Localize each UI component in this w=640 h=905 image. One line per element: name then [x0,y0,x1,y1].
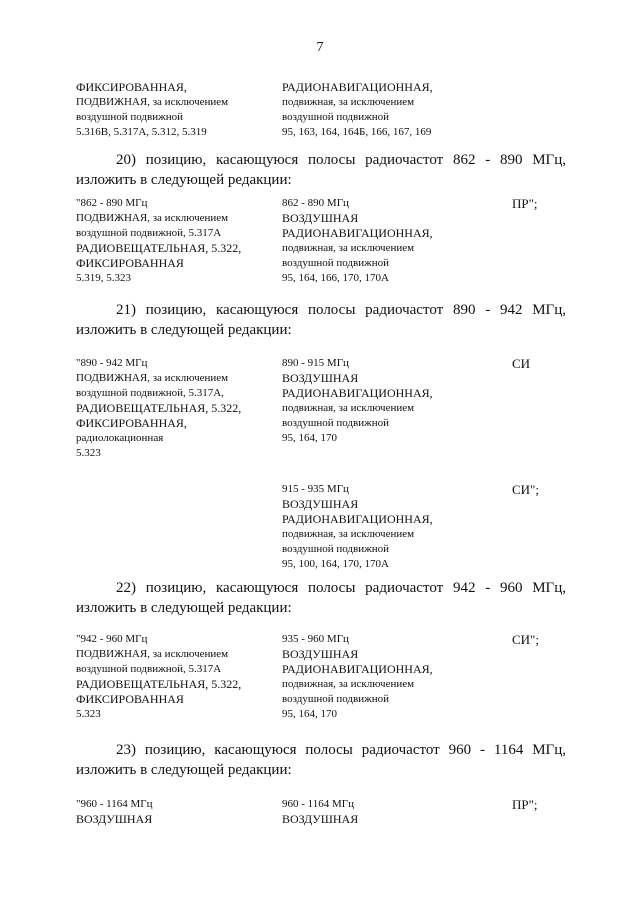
text-line: подвижная, за исключением [282,678,415,690]
amendment-paragraph [76,150,566,190]
paragraph-second-line: изложить в следующей редакции: [76,762,292,778]
amendment-paragraph [76,300,566,340]
allocation-left-column [76,632,276,722]
text-line: воздушной подвижной [282,257,389,269]
paragraph-first-line: 23) позицию, касающуюся полосы радиочастот 960 - 1164 МГц, [116,742,566,758]
text-line: 95, 164, 166, 170, 170А [282,272,389,284]
text-line: подвижная, за исключением [282,242,415,254]
text-line: "890 - 942 МГц [76,357,148,369]
text-line: ПОДВИЖНАЯ, за исключением [76,648,229,660]
text-line: РАДИОНАВИГАЦИОННАЯ, [282,386,433,400]
text-line: РАДИОВЕЩАТЕЛЬНАЯ, 5.322, [76,401,242,415]
text-line: воздушной подвижной, 5.317А, [76,387,224,399]
amendment-paragraph [76,740,566,780]
text-line: радиолокационная [76,432,164,444]
text-line: 5.323 [76,447,101,459]
text-line: воздушной подвижной, 5.317А [76,663,222,675]
text-line: 95, 164, 170 [282,432,337,444]
text-line: ВОЗДУШНАЯ [76,812,153,826]
text-line: воздушной подвижной [282,693,389,705]
allocation-right-column [282,632,482,722]
text-line: воздушной подвижной [76,111,183,123]
category-code: ПР"; [512,196,538,211]
text-line: "862 - 890 МГц [76,197,148,209]
text-line: 890 - 915 МГц [282,357,349,369]
text-line: 960 - 1164 МГц [282,798,355,810]
paragraph-first-line: 21) позицию, касающуюся полосы радиочастот 890 - 942 МГц, [116,302,566,318]
text-line: 5.319, 5.323 [76,272,131,284]
text-line: ВОЗДУШНАЯ [282,497,359,511]
text-line: РАДИОНАВИГАЦИОННАЯ, [282,80,433,94]
category-code: СИ"; [512,482,539,497]
text-line: ВОЗДУШНАЯ [282,211,359,225]
text-line: ПОДВИЖНАЯ, за исключением [76,372,229,384]
text-line: 915 - 935 МГц [282,483,349,495]
paragraph-second-line: изложить в следующей редакции: [76,322,292,338]
allocation-left-column [76,196,276,286]
page-number: 7 [316,40,324,55]
text-line: ВОЗДУШНАЯ [282,812,359,826]
text-line: ФИКСИРОВАННАЯ [76,256,184,270]
category-code: СИ"; [512,632,539,647]
text-line: подвижная, за исключением [282,528,415,540]
text-line: 95, 163, 164, 164Б, 166, 167, 169 [282,126,432,138]
amendment-paragraph [76,578,566,618]
text-line: подвижная, за исключением [282,402,415,414]
text-line: подвижная, за исключением [282,96,415,108]
allocation-left-column [76,356,276,461]
text-line: РАДИОНАВИГАЦИОННАЯ, [282,662,433,676]
allocation-right-column [282,356,482,446]
text-line: воздушной подвижной, 5.317А [76,227,222,239]
text-line: ФИКСИРОВАННАЯ [76,692,184,706]
text-line: 95, 164, 170 [282,708,337,720]
text-line: ПОДВИЖНАЯ, за исключением [76,96,229,108]
paragraph-first-line: 22) позицию, касающуюся полосы радиочастот 942 - 960 МГц, [116,580,566,596]
text-line: ФИКСИРОВАННАЯ, [76,80,187,94]
text-line: РАДИОНАВИГАЦИОННАЯ, [282,512,433,526]
text-line: ПОДВИЖНАЯ, за исключением [76,212,229,224]
text-line: 935 - 960 МГц [282,633,349,645]
text-line: "942 - 960 МГц [76,633,148,645]
allocation-left-column [76,797,276,827]
text-line: ФИКСИРОВАННАЯ, [76,416,187,430]
text-line: воздушной подвижной [282,417,389,429]
category-code: ПР"; [512,797,538,812]
text-line: 95, 100, 164, 170, 170А [282,558,389,570]
allocation-right-column [282,80,482,140]
allocation-left-column [76,80,276,140]
text-line: 862 - 890 МГц [282,197,349,209]
text-line: воздушной подвижной [282,543,389,555]
text-line: ВОЗДУШНАЯ [282,647,359,661]
text-line: 5.316В, 5.317А, 5.312, 5.319 [76,126,207,138]
allocation-right-column [282,196,482,286]
text-line: воздушной подвижной [282,111,389,123]
paragraph-second-line: изложить в следующей редакции: [76,172,292,188]
text-line: 5.323 [76,708,101,720]
text-line: РАДИОВЕЩАТЕЛЬНАЯ, 5.322, [76,241,242,255]
text-line: РАДИОНАВИГАЦИОННАЯ, [282,226,433,240]
text-line: "960 - 1164 МГц [76,798,153,810]
category-code: СИ [512,356,531,371]
paragraph-second-line: изложить в следующей редакции: [76,600,292,616]
allocation-right-column [282,482,482,572]
allocation-right-column [282,797,482,827]
paragraph-first-line: 20) позицию, касающуюся полосы радиочастот 862 - 890 МГц, [116,152,566,168]
text-line: ВОЗДУШНАЯ [282,371,359,385]
text-line: РАДИОВЕЩАТЕЛЬНАЯ, 5.322, [76,677,242,691]
